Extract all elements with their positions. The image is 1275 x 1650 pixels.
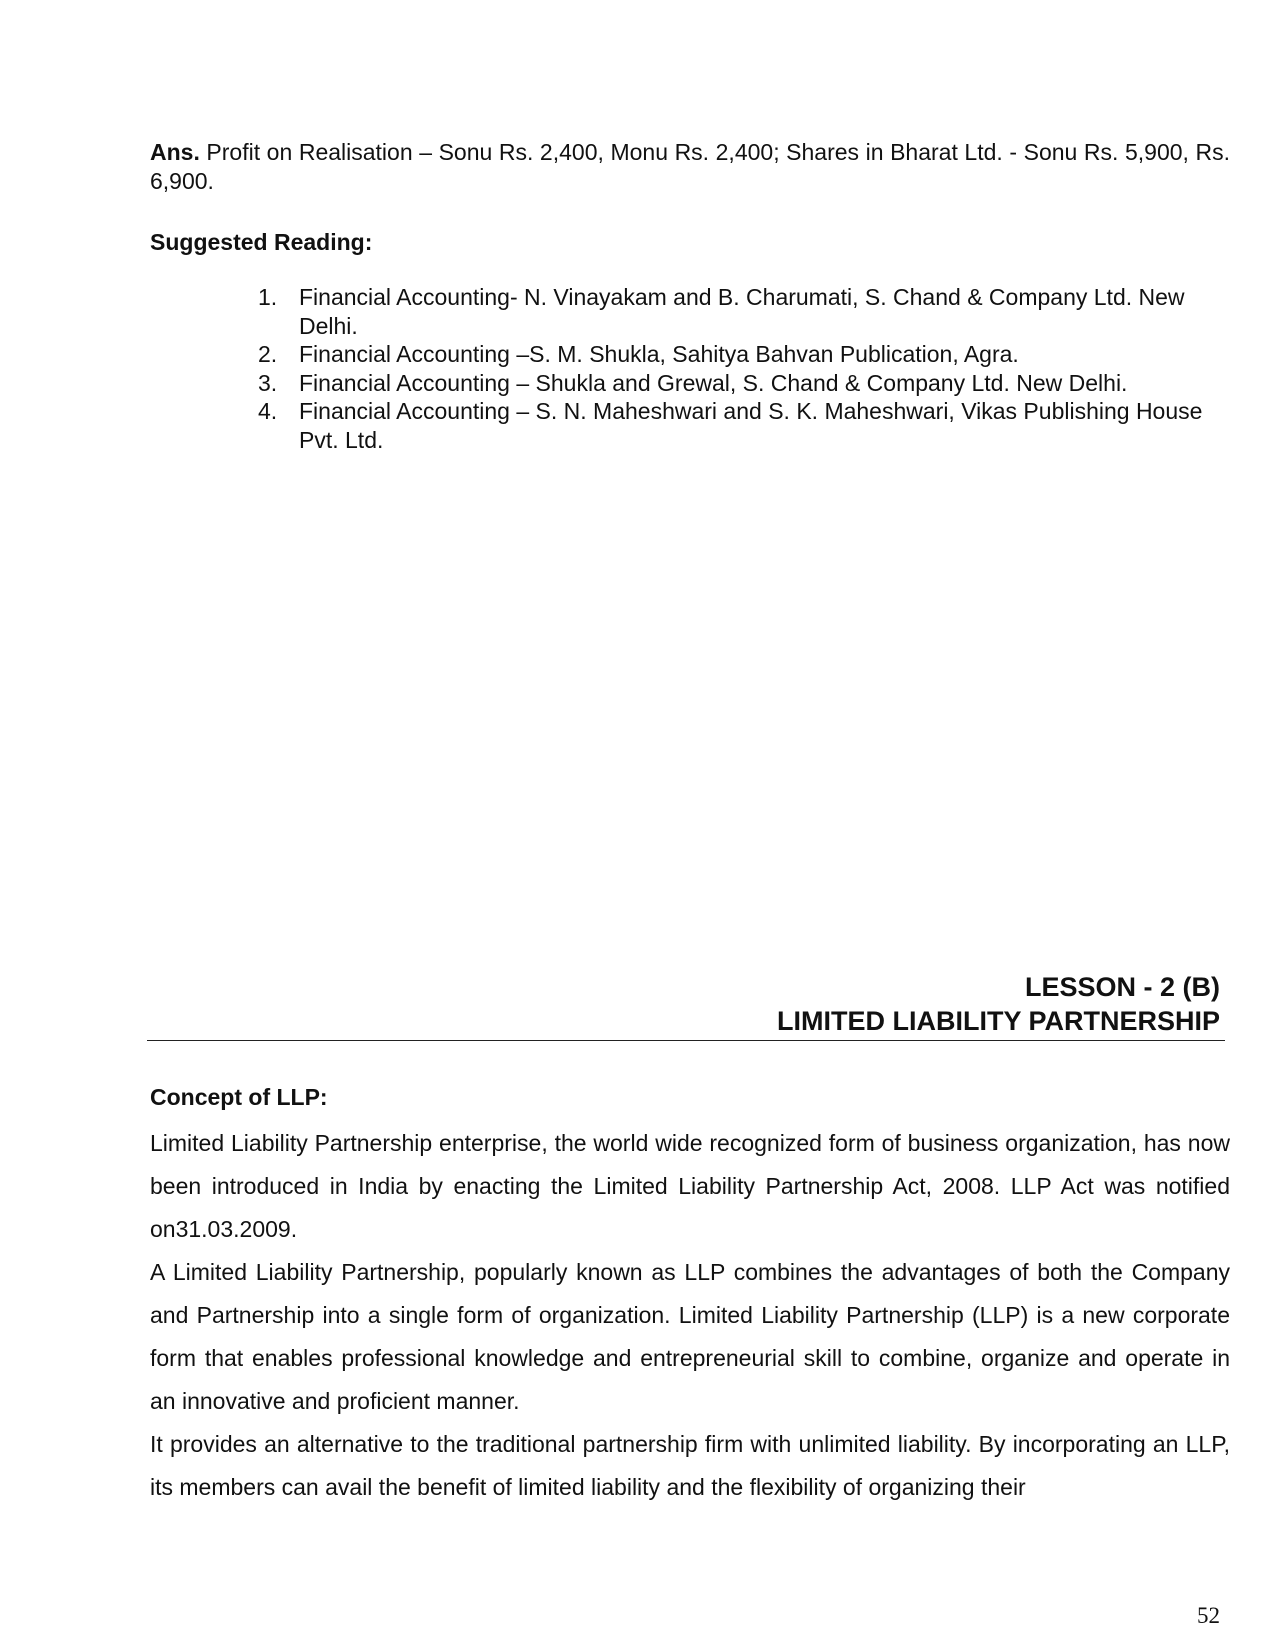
suggested-reading-list <box>258 283 1238 454</box>
concept-heading: Concept of LLP: <box>150 1084 328 1110</box>
concept-paragraph: Limited Liability Partnership enterprise, the world wide recognized form of business organization, has now been introduced in India by enacting the Limited Liability Partnership Act, 2008. LLP Act was notified on31.03.2009. <box>150 1130 1230 1242</box>
lesson-number: LESSON - 2 (B) <box>1024 972 1220 1002</box>
reading-item-text: Financial Accounting –S. M. Shukla, Sahitya Bahvan Publication, Agra. <box>299 341 1019 367</box>
reading-item-number: 1. <box>258 284 278 310</box>
reading-item-number: 3. <box>258 369 278 396</box>
reading-item <box>258 397 1238 454</box>
lesson-title: LIMITED LIABILITY PARTNERSHIP <box>776 1006 1220 1036</box>
reading-item-text: Financial Accounting – S. N. Maheshwari and S. K. Maheshwari, Vikas Publishing House Pvt. Ltd. <box>299 398 1203 453</box>
suggested-reading-heading: Suggested Reading: <box>150 229 373 255</box>
reading-item <box>258 340 1238 369</box>
reading-item <box>258 283 1238 340</box>
lesson-header <box>777 970 1220 1038</box>
reading-item-number: 2. <box>258 341 278 367</box>
answer-label: Ans. <box>150 139 200 165</box>
concept-paragraph: A Limited Liability Partnership, popularly known as LLP combines the advantages of both the Company and Partnership into a single form of organization. Limited Liability Partnership (LLP) is a new corporate form that enables professional knowledge and entrepreneurial skill to combine, organize and operate in an innovative and proficient manner. <box>150 1259 1230 1414</box>
concept-body <box>150 1122 1230 1509</box>
reading-item-text: Financial Accounting- N. Vinayakam and B. Charumati, S. Chand & Company Ltd. New Delhi. <box>299 284 1185 339</box>
reading-item-number: 4. <box>258 398 278 424</box>
lesson-divider <box>147 1040 1225 1041</box>
concept-paragraph: It provides an alternative to the traditional partnership firm with unlimited liability. By incorporating an LLP, its members can avail the benefit of limited liability and the flexibility of organizing their <box>150 1431 1230 1500</box>
answer-paragraph <box>150 138 1230 196</box>
answer-text: Profit on Realisation – Sonu Rs. 2,400, Monu Rs. 2,400; Shares in Bharat Ltd. - Sonu Rs. 5,900, Rs. 6,900. <box>150 139 1230 194</box>
page-number: 52 <box>1197 1603 1220 1628</box>
reading-item-text: Financial Accounting – Shukla and Grewal, S. Chand & Company Ltd. New Delhi. <box>299 369 1128 396</box>
reading-item <box>258 369 1238 398</box>
